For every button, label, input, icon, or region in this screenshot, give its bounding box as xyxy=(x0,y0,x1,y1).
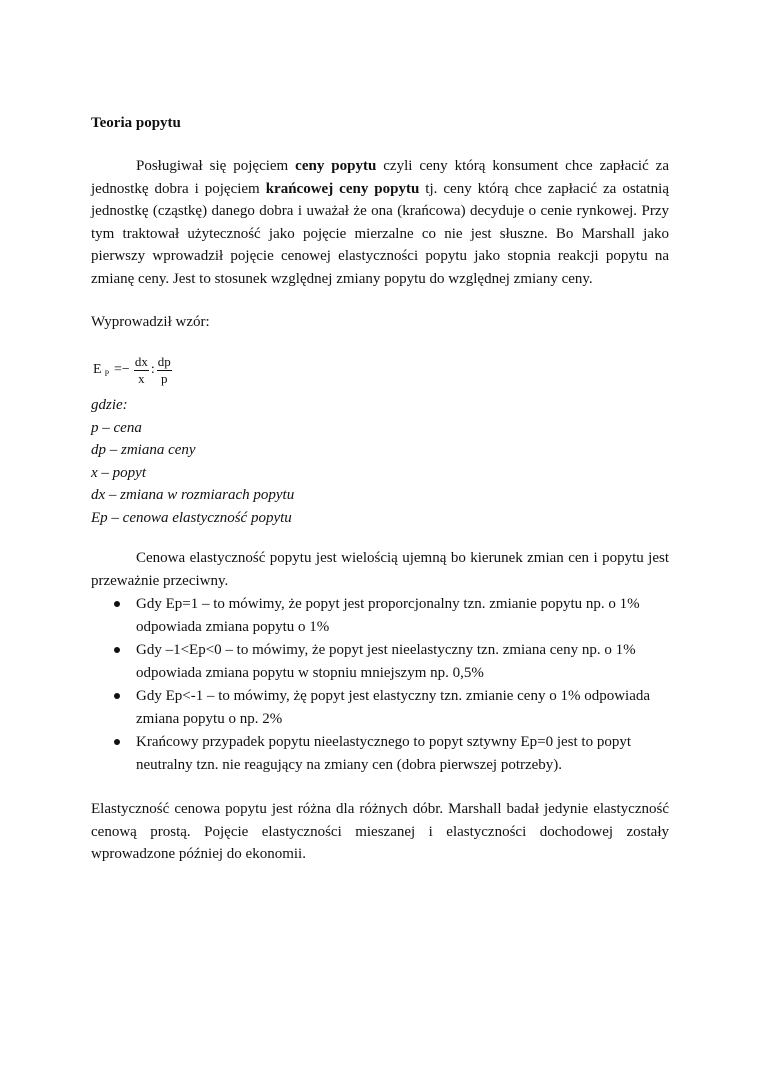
formula-intro: Wyprowadził wzór: xyxy=(91,314,210,330)
elasticity-paragraph: Cenowa elastyczność popytu jest wielością ujemną bo kierunek zmian cen i popytu jest przeważnie przeciwny. xyxy=(91,550,669,589)
fraction-dx-x xyxy=(134,354,149,387)
closing-paragraph: Elastyczność cenowa popytu jest różna dla różnych dóbr. Marshall badał jedynie elastyczność cenową prostą. Pojęcie elastyczności mieszanej i elastyczności dochodowej zostały wprowadzone później do ekonomii. xyxy=(91,801,669,862)
definition-line: x – popyt xyxy=(91,464,146,481)
fraction-numerator: dp xyxy=(157,353,171,369)
formula-lhs-subscript: P xyxy=(104,368,110,378)
fraction-denominator: x xyxy=(138,370,145,386)
list-item-text: Gdy Ep<-1 – to mówimy, żę popyt jest elastyczny tzn. zmianie ceny o 1% odpowiada zmiana popytu o np. 2% xyxy=(136,688,651,727)
definitions-list xyxy=(91,394,294,529)
formula-lhs: E xyxy=(93,362,102,377)
formula-equals-minus: =− xyxy=(114,362,130,377)
bullet-icon xyxy=(114,739,120,745)
elasticity-formula xyxy=(93,352,174,388)
intro-text-1: Posługiwał się pojęciem xyxy=(136,158,296,174)
list-item xyxy=(91,639,669,685)
intro-paragraph xyxy=(91,155,669,290)
fraction-numerator: dx xyxy=(134,353,148,369)
fraction-denominator: p xyxy=(160,370,168,386)
list-item xyxy=(91,685,669,731)
definition-line: p – cena xyxy=(91,419,142,436)
elasticity-cases-list xyxy=(91,593,669,777)
list-item xyxy=(91,731,669,777)
document-title: Teoria popytu xyxy=(91,115,181,131)
bullet-icon xyxy=(114,601,120,607)
intro-text-2: czyli ceny którą konsument chce zapłacić za jednostkę dobra i pojęciem xyxy=(91,158,670,197)
term-krancowej-ceny-popytu: krańcowej ceny popytu xyxy=(265,180,420,197)
definition-line: dp – zmiana ceny xyxy=(91,442,196,458)
list-item-text: Gdy –1<Ep<0 – to mówimy, że popyt jest nieelastyczny tzn. zmiana ceny np. o 1% odpowiada zmiana popytu w stopniu mniejszym np. 0,5% xyxy=(136,642,636,681)
list-item-text: Krańcowy przypadek popytu nieelastycznego to popyt sztywny Ep=0 jest to popyt neutralny tzn. nie reagujący na zmiany cen (dobra pierwszej potrzeby). xyxy=(136,734,632,773)
term-ceny-popytu: ceny popytu xyxy=(295,158,377,174)
definition-line: Ep – cenowa elastyczność popytu xyxy=(91,509,292,526)
bullet-icon xyxy=(114,647,120,653)
intro-text-3: tj. ceny którą chce zapłacić za ostatnią jednostkę (cząstkę) danego dobra i uważał że ona (krańcowa) decyduje o cenie rynkowej. Przy tym traktował użyteczność jako pojęcie mierzalne co nie jest słuszne. Bo Marshall jako pierwszy wprowadził pojęcie cenowej elastyczności popytu jako stopnia reakcji popytu na zmianę ceny. Jest to stosunek względnej zmiany popytu do względnej zmiany ceny. xyxy=(91,180,669,287)
list-item-text: Gdy Ep=1 – to mówimy, że popyt jest proporcjonalny tzn. zmianie popytu np. o 1% odpowiada zmiana popytu o 1% xyxy=(136,596,640,635)
definition-line: gdzie: xyxy=(91,397,128,413)
definition-line: dx – zmiana w rozmiarach popytu xyxy=(91,487,295,503)
formula-divide: : xyxy=(150,362,155,377)
list-item xyxy=(91,593,669,639)
fraction-dp-p xyxy=(157,354,172,387)
bullet-icon xyxy=(114,693,120,699)
